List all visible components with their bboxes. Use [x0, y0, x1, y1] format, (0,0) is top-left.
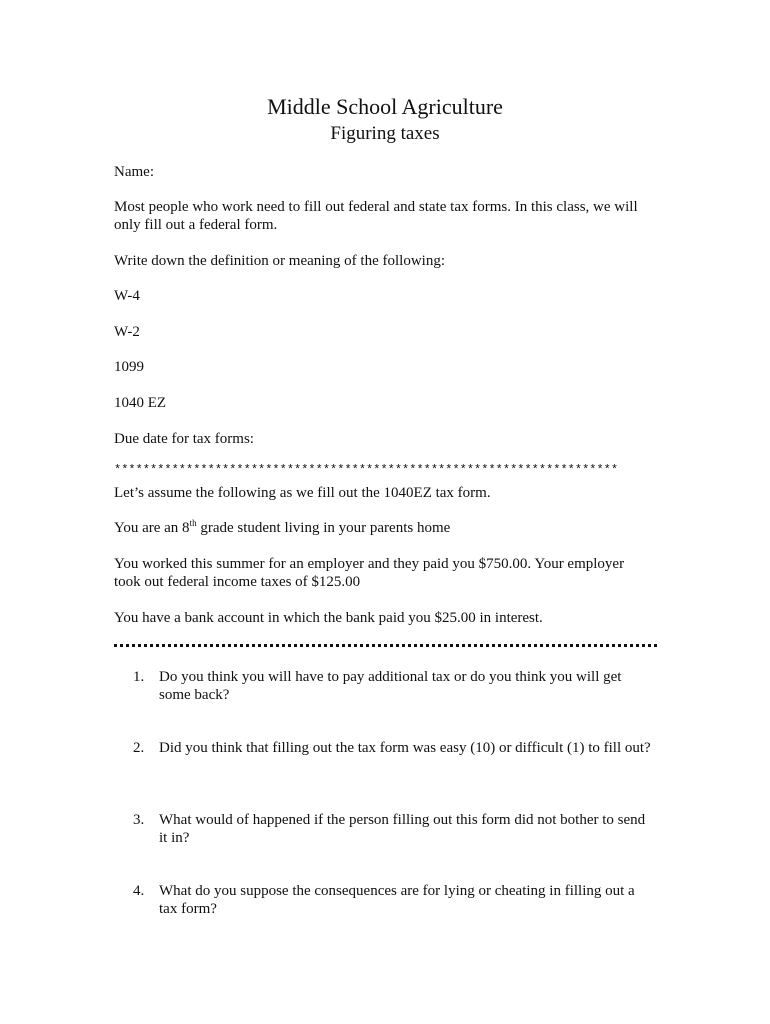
instruction-text: Write down the definition or meaning of the following:	[114, 253, 445, 269]
question-line-1: Did you think that filling out the tax form was easy (10) or difficult (1) to fill out?	[159, 740, 651, 756]
student-text	[114, 519, 450, 537]
due-date-label: Due date for tax forms:	[114, 431, 254, 447]
question-line-2: some back?	[159, 687, 230, 703]
student-text-sup: th	[189, 518, 197, 528]
work-line-2: took out federal income taxes of $125.00	[114, 574, 361, 590]
question-number: 3.	[133, 812, 145, 828]
question-number: 4.	[133, 883, 145, 899]
page-title: Middle School Agriculture	[267, 94, 503, 119]
question-number: 2.	[133, 740, 145, 756]
name-label: Name:	[114, 164, 154, 180]
student-text-post: grade student living in your parents home	[196, 520, 451, 536]
question-line-2: it in?	[159, 830, 190, 846]
dotted-divider	[114, 644, 657, 647]
question-line-1: What do you suppose the consequences are for lying or cheating in filling out a	[159, 883, 635, 899]
student-text-pre: You are an 8	[114, 520, 190, 536]
star-divider: **********************************************************************	[114, 463, 619, 477]
term-1040ez: 1040 EZ	[114, 395, 167, 411]
term-1099: 1099	[114, 359, 144, 375]
assume-text: Let’s assume the following as we fill out the 1040EZ tax form.	[114, 485, 491, 501]
work-line-1: You worked this summer for an employer and they paid you $750.00. Your employer	[114, 556, 625, 572]
bank-text: You have a bank account in which the bank paid you $25.00 in interest.	[114, 610, 543, 626]
term-w4: W-4	[114, 288, 140, 304]
term-w2: W-2	[114, 324, 140, 340]
intro-line-1: Most people who work need to fill out federal and state tax forms. In this class, we will	[114, 199, 638, 215]
page-subtitle: Figuring taxes	[330, 123, 440, 144]
question-number: 1.	[133, 669, 145, 685]
intro-line-2: only fill out a federal form.	[114, 217, 278, 233]
question-line-1: What would of happened if the person filling out this form did not bother to send	[159, 812, 646, 828]
question-line-1: Do you think you will have to pay additional tax or do you think you will get	[159, 669, 622, 685]
question-line-2: tax form?	[159, 901, 217, 917]
